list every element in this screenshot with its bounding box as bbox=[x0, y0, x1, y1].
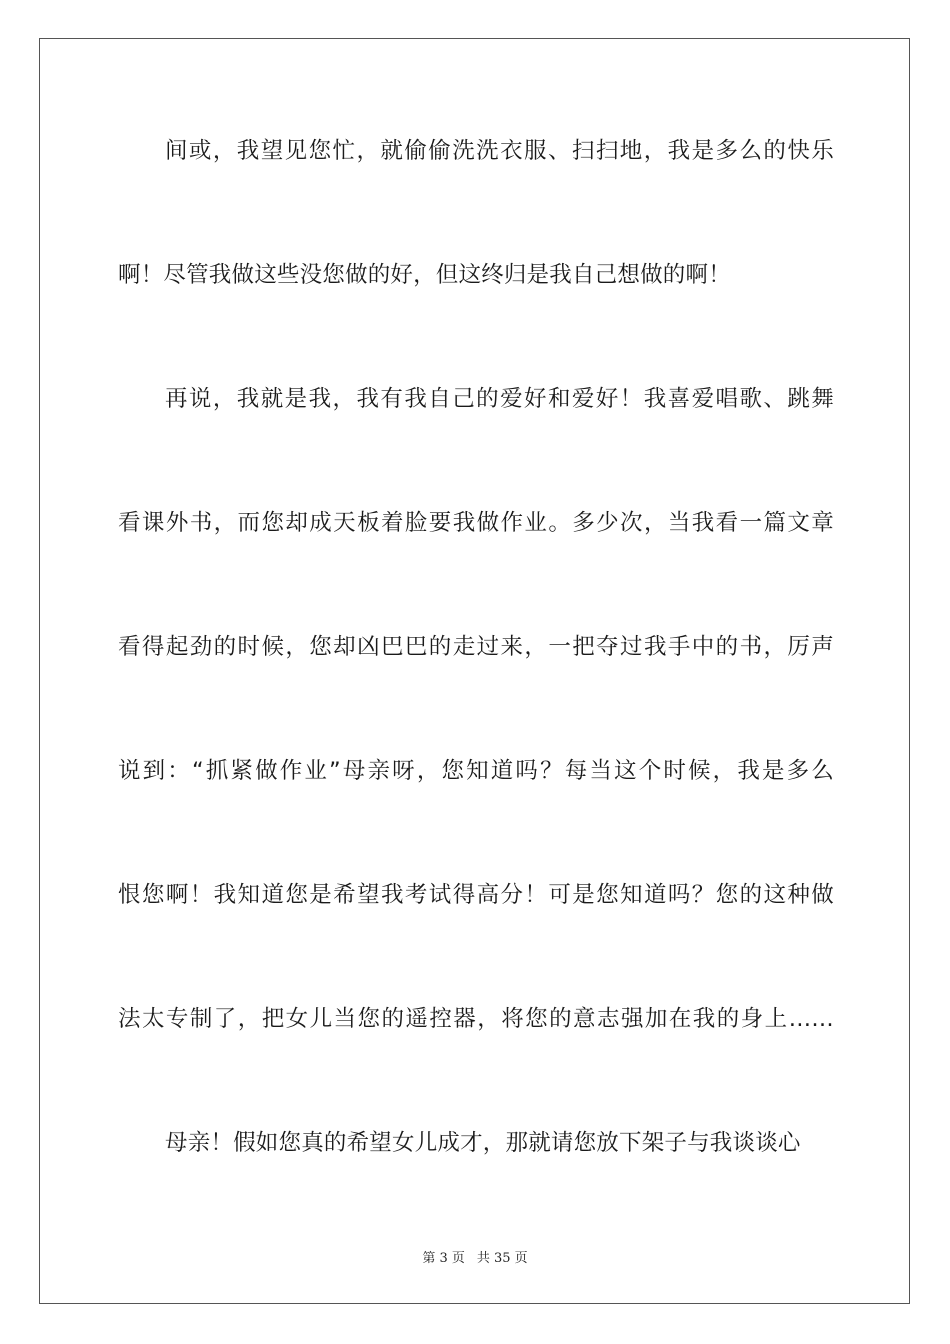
page-border bbox=[39, 38, 910, 1304]
paragraph-line-7: 恨您啊！我知道您是希望我考试得高分！可是您知道吗？您的这种做 bbox=[118, 882, 834, 908]
paragraph-line-5: 看得起劲的时候，您却凶巴巴的走过来，一把夺过我手中的书，厉声 bbox=[118, 634, 834, 660]
paragraph-line-8: 法太专制了，把女儿当您的遥控器，将您的意志强加在我的身上…… bbox=[118, 1006, 834, 1032]
page-number: 第 3 页 bbox=[422, 1251, 465, 1266]
paragraph-line-2: 啊！尽管我做这些没您做的好，但这终归是我自己想做的啊！ bbox=[118, 262, 731, 288]
total-pages: 共 35 页 bbox=[476, 1251, 528, 1266]
paragraph-line-6: 说到：“抓紧做作业”母亲呀，您知道吗？每当这个时候，我是多么 bbox=[118, 758, 834, 784]
paragraph-line-3: 再说，我就是我，我有我自己的爱好和爱好！我喜爱唱歌、跳舞 bbox=[165, 386, 834, 412]
paragraph-line-1: 间或，我望见您忙，就偷偷洗洗衣服、扫扫地，我是多么的快乐 bbox=[165, 138, 834, 164]
page-footer bbox=[0, 1247, 950, 1266]
paragraph-line-4: 看课外书，而您却成天板着脸要我做作业。多少次，当我看一篇文章 bbox=[118, 510, 834, 536]
paragraph-line-9: 母亲！假如您真的希望女儿成才，那就请您放下架子与我谈谈心 bbox=[165, 1130, 801, 1156]
